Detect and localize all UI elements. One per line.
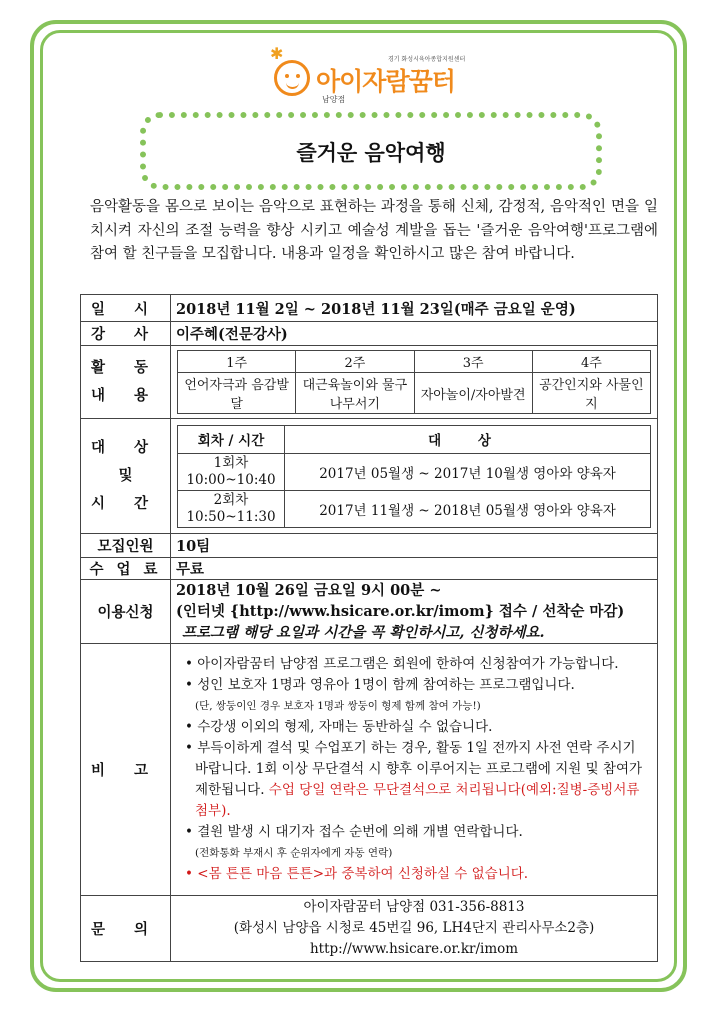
value-contact: 아이자람꿈터 남양점 031-356-8813 (화성시 남양읍 시청로 45번길 96, LH4단지 관리사무소2층) http://www.hsicare.or.kr/imom [171, 896, 658, 962]
week-3-content: 자아놀이/자아발견 [414, 373, 532, 414]
session-2: 2회차 10:50~11:30 [178, 490, 285, 527]
value-instructor: 이주혜(전문강사) [171, 322, 658, 346]
session-1: 1회차 10:00~10:40 [178, 453, 285, 490]
label-date: 일 시 [81, 295, 171, 322]
session-1-target: 2017년 05월생 ~ 2017년 10월생 영아와 양육자 [285, 453, 651, 490]
value-apply: 2018년 10월 26일 금요일 9시 00분 ~ (인터넷 {http://www.hsicare.or.kr/imom} 접수 / 선착순 마감) 프로그램 해당 요일과 시간을 꼭 확인하시고, 신청하세요. [171, 580, 658, 644]
value-date: 2018년 11월 2일 ~ 2018년 11월 23일(매주 금요일 운영) [171, 295, 658, 322]
value-notes: • 아이자람꿈터 남양점 프로그램은 회원에 한하여 신청참여가 가능합니다. • 성인 보호자 1명과 영유아 1명이 함께 참여하는 프로그램입니다. (단, 쌍둥이인 경우 보호자 1명과 쌍둥이 형제 함께 참여 가능!) • 수강생 이외의 형제, 자매는 동반하실 수 없습니다. • 부득이하게 결석 및 수업포기 하는 경우, 활동 1일 전까지 사전 연락 주시기 바랍니다. 1회 이상 무단결석 시 향후 이루어지는 프로그램에 지원 및 참여가 제한됩니다. 수업 당일 연락은 무단결석으로 처리됩니다(예외:질병-증빙서류첨부). • 결원 발생 시 대기자 접수 순번에 의해 개별 연락합니다. (전화통화 부재시 후 순위자에게 자동 연락) • <몸 튼튼 마음 튼튼>과 중복하여 신청하실 수 없습니다. [171, 644, 658, 896]
week-4-content: 공간인지와 사물인지 [532, 373, 650, 414]
row-recruit [81, 534, 658, 558]
row-apply [81, 580, 658, 644]
row-target [81, 419, 658, 534]
label-contact: 문 의 [81, 896, 171, 962]
label-instructor: 강 사 [81, 322, 171, 346]
logo-name: 아이자람꿈터 [316, 67, 455, 96]
row-activity [81, 346, 658, 419]
session-2-target: 2017년 11월생 ~ 2018년 05월생 영아와 양육자 [285, 490, 651, 527]
target-table [177, 425, 651, 528]
row-notes [81, 644, 658, 896]
activity-table [177, 350, 651, 414]
label-apply: 이용신청 [81, 580, 171, 644]
week-1-content: 언어자극과 음감발달 [178, 373, 296, 414]
week-3-header: 3주 [414, 351, 532, 373]
label-target: 대 상 및 시 간 [81, 419, 171, 534]
page-title: 즐거운 음악여행 [296, 141, 446, 165]
week-2-content: 대근육놀이와 물구나무서기 [296, 373, 414, 414]
header-target: 대 상 [285, 425, 651, 453]
info-table [80, 294, 658, 962]
label-activity: 활 동 내 용 [81, 346, 171, 419]
smiley-face-icon [274, 60, 310, 96]
value-recruit: 10팀 [171, 534, 658, 558]
label-notes: 비 고 [81, 644, 171, 896]
contact-url-link[interactable]: http://www.hsicare.or.kr/imom [309, 941, 519, 957]
label-fee: 수 업 료 [81, 558, 171, 580]
row-fee [81, 558, 658, 580]
star-icon: ✱ [270, 44, 284, 63]
intro-paragraph: 음악활동을 몸으로 보이는 음악으로 표현하는 과정을 통해 신체, 감정적, 음악적인 면을 일치시켜 자신의 조절 능력을 향상 시키고 예술성 계발을 돕는 '즐거운 음악여행'프로그램에 참여 할 친구들을 모집합니다. 내용과 일정을 확인하시고 많은 참여 바랍니다. [90, 199, 658, 262]
week-2-header: 2주 [296, 351, 414, 373]
logo-branch: 남양점 [322, 95, 346, 104]
label-recruit: 모집인원 [81, 534, 171, 558]
logo-org: 경기 화성시육아종합지원센터 [388, 56, 466, 63]
header-session: 회차 / 시간 [178, 425, 285, 453]
logo [270, 44, 500, 110]
row-contact [81, 896, 658, 962]
week-4-header: 4주 [532, 351, 650, 373]
row-instructor [81, 322, 658, 346]
row-date [81, 295, 658, 322]
value-fee: 무료 [171, 558, 658, 580]
week-1-header: 1주 [178, 351, 296, 373]
